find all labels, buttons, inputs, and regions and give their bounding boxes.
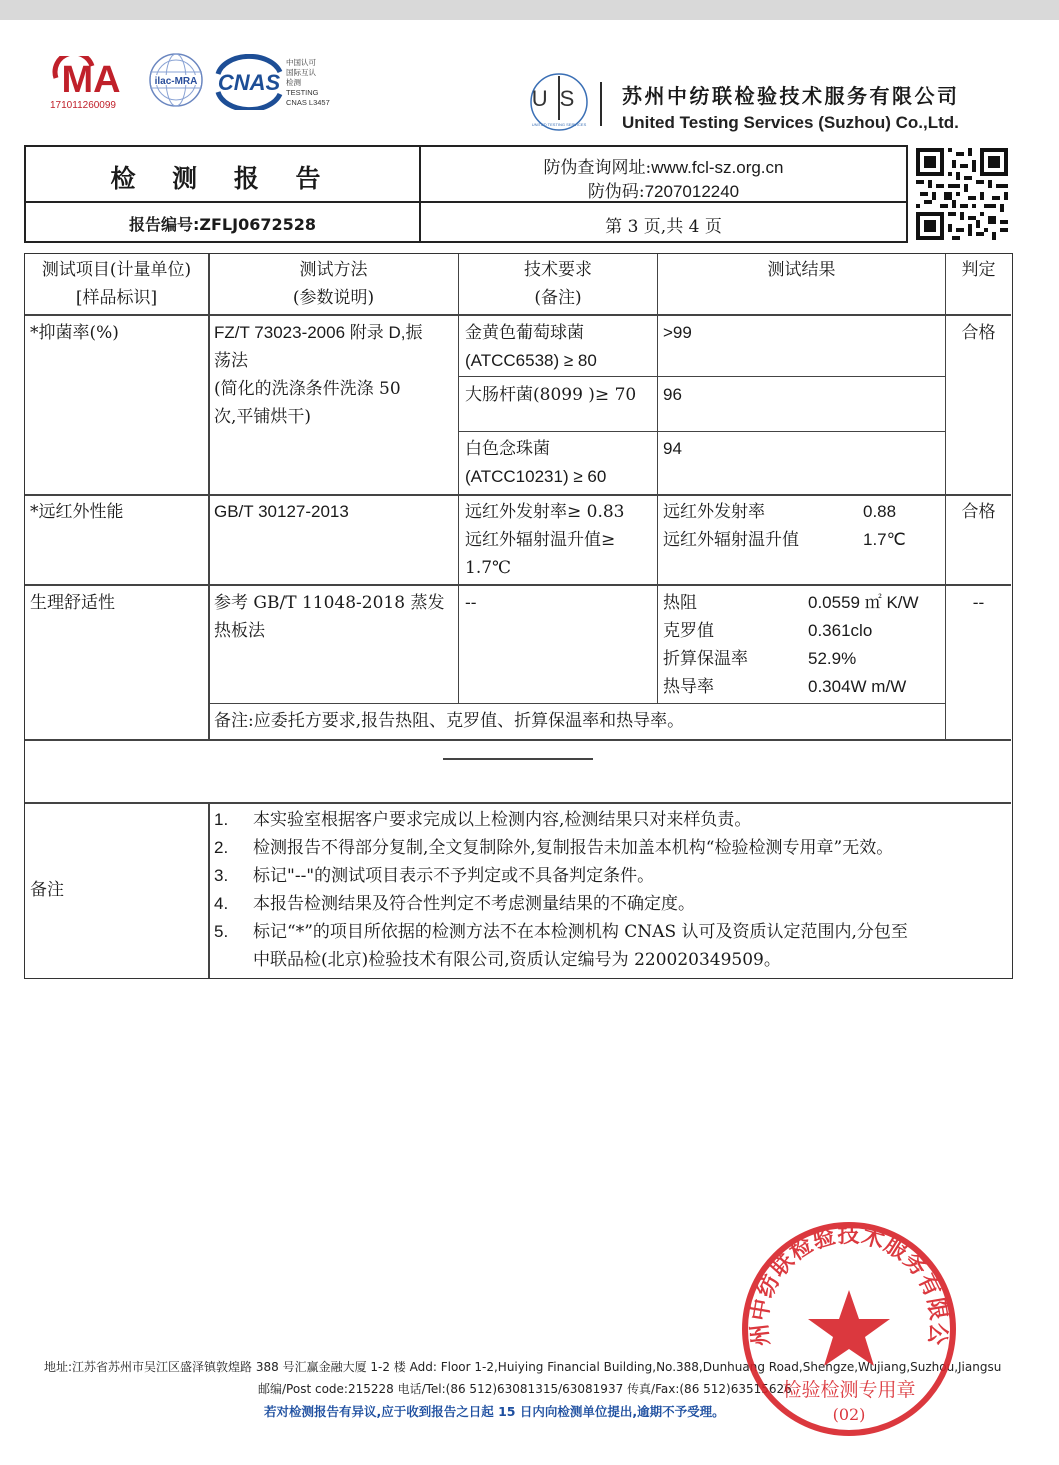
cnas-line: TESTING (286, 88, 319, 97)
remark-text: 标记"--"的测试项目表示不予判定或不具备判定条件。 (253, 866, 655, 886)
result-label-conductivity: 热导率 (663, 677, 714, 697)
result-label-emissivity: 远红外发射率 (663, 502, 765, 522)
cma-logo-text: MA (61, 59, 121, 100)
method-line: (简化的洗涤条件洗涤 50 (214, 379, 401, 399)
table-line (25, 584, 1011, 586)
comfort-note: 备注:应委托方要求,报告热阻、克罗值、折算保温率和热导率。 (214, 711, 685, 731)
req-line: 金黄色葡萄球菌 (465, 323, 584, 343)
table-line (208, 254, 210, 739)
header-requirement (459, 256, 657, 312)
table-line (25, 494, 1011, 496)
table-line (458, 254, 459, 703)
cnas-line: 中国认可 (286, 58, 316, 67)
method-antibacterial (214, 319, 458, 431)
remark-item (214, 862, 1009, 890)
result-label-temp-rise: 远红外辐射温升值 (663, 530, 799, 550)
uts-emblem-icon (528, 70, 590, 134)
remarks-label: 备注 (30, 880, 64, 900)
req-comfort: -- (465, 593, 477, 613)
remark-item (214, 834, 1009, 862)
result-ecoli: 96 (663, 385, 682, 404)
remark-item (214, 806, 1009, 834)
seal-code-text: (02) (832, 1405, 866, 1424)
req-line: (ATCC10231) ≥ 60 (465, 467, 607, 486)
remark-item (214, 890, 1009, 918)
qr-code-icon (916, 148, 1008, 240)
result-label-thermal-resistance: 热阻 (663, 593, 697, 613)
result-label-insulation: 折算保温率 (663, 649, 748, 669)
verdict-antibacterial: 合格 (961, 323, 996, 343)
footer-contact: 邮编/Post code:215228 电话/Tel:(86 512)63081315/63081937 传真/Fax:(86 512)63515626 (258, 1382, 792, 1396)
item-comfort: 生理舒适性 (30, 593, 115, 613)
remark-item-5-continued: 中联品检(北京)检验技术有限公司,资质认定编号为 220020349509。 (253, 950, 781, 970)
req-ecoli: 大肠杆菌(8099 )≥ 70 (465, 385, 637, 405)
remark-text: 检测报告不得部分复制,全文复制除外,复制报告未加盖本机构“检验检测专用章”无效。 (253, 838, 894, 858)
antifake-code (421, 177, 906, 202)
header-verdict: 判定 (961, 260, 996, 280)
remark-number: 5. (214, 922, 229, 941)
table-line (25, 314, 1011, 316)
antifake-code-label: 防伪码: (587, 182, 645, 202)
remark-number: 4. (214, 894, 229, 913)
uts-letters: US (531, 86, 587, 111)
cnas-line: 国际互认 (286, 68, 316, 77)
uts-ring-text: UNITED TESTING SERVICES (531, 122, 587, 127)
result-staph: >99 (663, 323, 692, 342)
report-number-value: ZFLJ0672528 (199, 215, 316, 234)
remark-item (214, 918, 1009, 946)
footer-address: 地址:江苏省苏州市吴江区盛泽镇敦煌路 388 号汇赢金融大厦 1-2 楼 Add: Floor 1-2,Huiying Financial Building,No.388,Dunhuang Road,Shengze,Wujiang,Suzhou,Jiangsu (44, 1360, 1002, 1374)
seal-purpose-text: 检验检测专用章 (782, 1379, 916, 1401)
remark-number: 3. (214, 866, 229, 885)
company-name-cn: 苏州中纺联检验技术服务有限公司 (622, 84, 960, 108)
table-line (657, 254, 658, 703)
method-line: 参考 GB/T 11048-2018 蒸发 (214, 593, 445, 613)
header-method (209, 256, 458, 312)
remark-number: 2. (214, 838, 229, 857)
result-value-clo: 0.361clo (808, 621, 873, 640)
table-line (25, 802, 1011, 804)
logo-divider (600, 82, 602, 126)
method-far-infrared: GB/T 30127-2013 (214, 502, 349, 521)
header-text: 测试项目(计量单位) (41, 260, 192, 280)
table-line (25, 739, 1011, 741)
ilac-globe-icon (148, 52, 204, 108)
remark-number: 1. (214, 810, 229, 829)
remark-text: 本实验室根据客户要求完成以上检测内容,检测结果只对来样负责。 (253, 810, 752, 830)
verdict-far-infrared: 合格 (961, 502, 996, 522)
footer-notice: 若对检测报告有异议,应于收到报告之日起 15 日内向检测单位提出,逾期不予受理。 (264, 1404, 725, 1419)
company-name-en: United Testing Services (Suzhou) Co.,Ltd. (622, 113, 959, 132)
result-value-insulation: 52.9% (808, 649, 857, 668)
item-far-infrared: *远红外性能 (30, 502, 124, 522)
method-line: FZ/T 73023-2006 附录 D,振 (214, 323, 423, 342)
cnas-line: CNAS L3457 (286, 98, 330, 107)
req-line: 白色念珠菌 (465, 439, 550, 459)
official-seal (738, 1218, 960, 1440)
cma-mark-icon (50, 56, 132, 100)
cma-logo (50, 56, 132, 116)
result-value-emissivity: 0.88 (863, 502, 897, 521)
remarks-list (214, 806, 1009, 974)
seal-star-icon (808, 1290, 890, 1366)
seal-company-text: 州中纺联检验技术服务有限公 (746, 1222, 952, 1348)
table-line (458, 431, 945, 432)
cnas-line: 检测 (286, 78, 301, 87)
table-line (458, 376, 945, 377)
antifake-url-value[interactable]: www.fcl-sz.org.cn (651, 158, 784, 177)
cnas-accreditation-text (286, 58, 330, 108)
report-title: 检 测 报 告 (110, 164, 335, 193)
blank-row-line (443, 758, 593, 760)
header-text: (备注) (534, 288, 582, 308)
header-text: 技术要求 (524, 260, 592, 280)
result-candida: 94 (663, 439, 682, 458)
req-line: 1.7℃ (465, 558, 512, 578)
header-item (25, 256, 208, 312)
report-number-label: 报告编号: (128, 215, 200, 234)
req-staph (465, 319, 657, 375)
item-antibacterial: *抑菌率(%) (30, 323, 119, 343)
page-info: 第 3 页,共 4 页 (605, 217, 722, 237)
cnas-mark-icon (210, 54, 288, 110)
cnas-logo-text: CNAS (217, 70, 281, 95)
result-label-clo: 克罗值 (663, 621, 714, 641)
remark-text: 标记“*”的项目所依据的检测方法不在本检测机构 CNAS 认可及资质认定范围内,分包至 (253, 922, 908, 942)
report-number (26, 212, 419, 235)
uts-logo (528, 70, 590, 134)
verdict-comfort: -- (972, 593, 985, 613)
antifake-url-label: 防伪查询网址: (543, 158, 652, 178)
top-gray-bar (0, 0, 1059, 20)
method-line: 热板法 (214, 621, 265, 641)
qr-code[interactable] (916, 148, 1008, 240)
header-text: [样品标识] (75, 288, 158, 308)
result-value-thermal-resistance: 0.0559 ㎡ K/W (808, 593, 919, 612)
antifake-code-value: 7207012240 (644, 182, 740, 201)
ilac-mra-logo (148, 52, 204, 108)
header-text: (参数说明) (292, 288, 375, 308)
header-text: 测试方法 (299, 260, 368, 280)
result-value-conductivity: 0.304W m/W (808, 677, 907, 696)
remark-text: 本报告检测结果及符合性判定不考虑测量结果的不确定度。 (253, 894, 695, 914)
req-line: (ATCC6538) ≥ 80 (465, 351, 597, 370)
req-candida (465, 435, 657, 491)
ilac-logo-text: ilac-MRA (154, 76, 198, 87)
header-result: 测试结果 (767, 260, 836, 280)
results-table (24, 253, 1013, 979)
method-line: 荡法 (214, 351, 248, 371)
table-line (208, 703, 945, 704)
cma-number: 171011260099 (50, 100, 116, 111)
antifake-url (421, 153, 906, 178)
table-line (208, 802, 210, 978)
method-line: 次,平铺烘干) (214, 407, 312, 427)
method-comfort (214, 589, 458, 645)
req-far-infrared (465, 498, 657, 582)
cnas-logo (210, 54, 288, 110)
result-value-temp-rise: 1.7℃ (863, 530, 906, 549)
req-line: 远红外发射率≥ 0.83 (465, 502, 625, 522)
seal-stamp-icon (738, 1218, 960, 1440)
report-header-box (24, 145, 908, 243)
req-line: 远红外辐射温升值≥ (465, 530, 616, 550)
accreditation-logos (50, 52, 350, 132)
